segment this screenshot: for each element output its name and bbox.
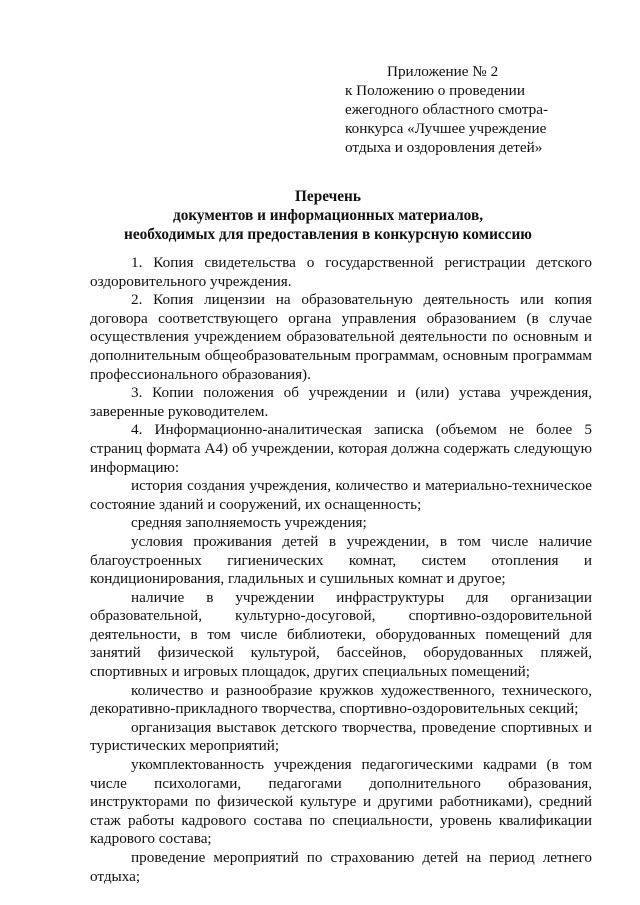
title-line-3: необходимых для предоставления в конкурсную комиссию bbox=[124, 226, 532, 243]
appendix-line-3: ежегодного областного смотра- bbox=[345, 101, 549, 118]
appendix-number: Приложение № 2 bbox=[387, 63, 499, 80]
list-item-4: 4. Информационно-аналитическая записка (объемом не более 5 страниц формата А4) об учреждении, которая должна содержать следующую информацию: bbox=[90, 421, 592, 476]
subitem-clubs: количество и разнообразие кружков художественного, технического, декоративно-прикладного творчества, спортивно-оздоровительных секций; bbox=[90, 681, 592, 718]
list-item-3: 3. Копии положения об учреждении и (или) устава учреждения, заверенные руководителем. bbox=[90, 384, 592, 420]
subitem-history: история создания учреждения, количество и материально-техническое состояние зданий и сооружений, их оснащенность; bbox=[90, 477, 592, 513]
appendix-line-4: конкурса «Лучшее учреждение bbox=[345, 120, 547, 137]
subitem-staffing: укомплектованность учреждения педагогическими кадрами (в том числе психологами, педагогами дополнительного образования, инструкторами по физической культуре и другими работниками), средний стаж работы кадрового состава по специальности, уровень квалификации кадрового состава; bbox=[90, 756, 592, 848]
subitem-insurance: проведение мероприятий по страхованию детей на период летнего отдыха; bbox=[90, 849, 592, 885]
appendix-line-2: к Положению о проведении bbox=[345, 82, 525, 99]
appendix-header bbox=[345, 62, 585, 157]
list-item-1: 1. Копия свидетельства о государственной регистрации детского оздоровительного учреждения. bbox=[90, 254, 592, 290]
document-body bbox=[90, 254, 592, 886]
subitem-infrastructure: наличие в учреждении инфраструктуры для организации образовательной, культурно-досуговой, спортивно-оздоровительной деятельности, в том числе библиотеки, оборудованных помещений для занятий физической культурой, бассейнов, оборудованных пляжей, спортивных и игровых площадок, других специальных помещений; bbox=[90, 588, 592, 681]
title-line-2: документов и информационных материалов, bbox=[172, 207, 484, 224]
subitem-occupancy: средняя заполняемость учреждения; bbox=[131, 514, 367, 532]
title-line-1: Перечень bbox=[295, 188, 361, 205]
subitem-exhibitions: организация выставок детского творчества, проведение спортивных и туристических мероприятий; bbox=[90, 718, 592, 755]
appendix-line-5: отдыха и оздоровления детей» bbox=[345, 139, 543, 156]
document-title bbox=[88, 187, 568, 244]
list-item-2: 2. Копия лицензии на образовательную деятельность или копия договора соответствующего органа управления образованием (в случае осуществления учреждением образовательной деятельности по основным и дополнительным общеобразовательным программам, основным программам профессионального образования). bbox=[90, 291, 592, 383]
subitem-living-conditions: условия проживания детей в учреждении, в том числе наличие благоустроенных гигиенических комнат, систем отопления и кондиционирования, гладильных и сушильных комнат и другое; bbox=[90, 532, 592, 588]
